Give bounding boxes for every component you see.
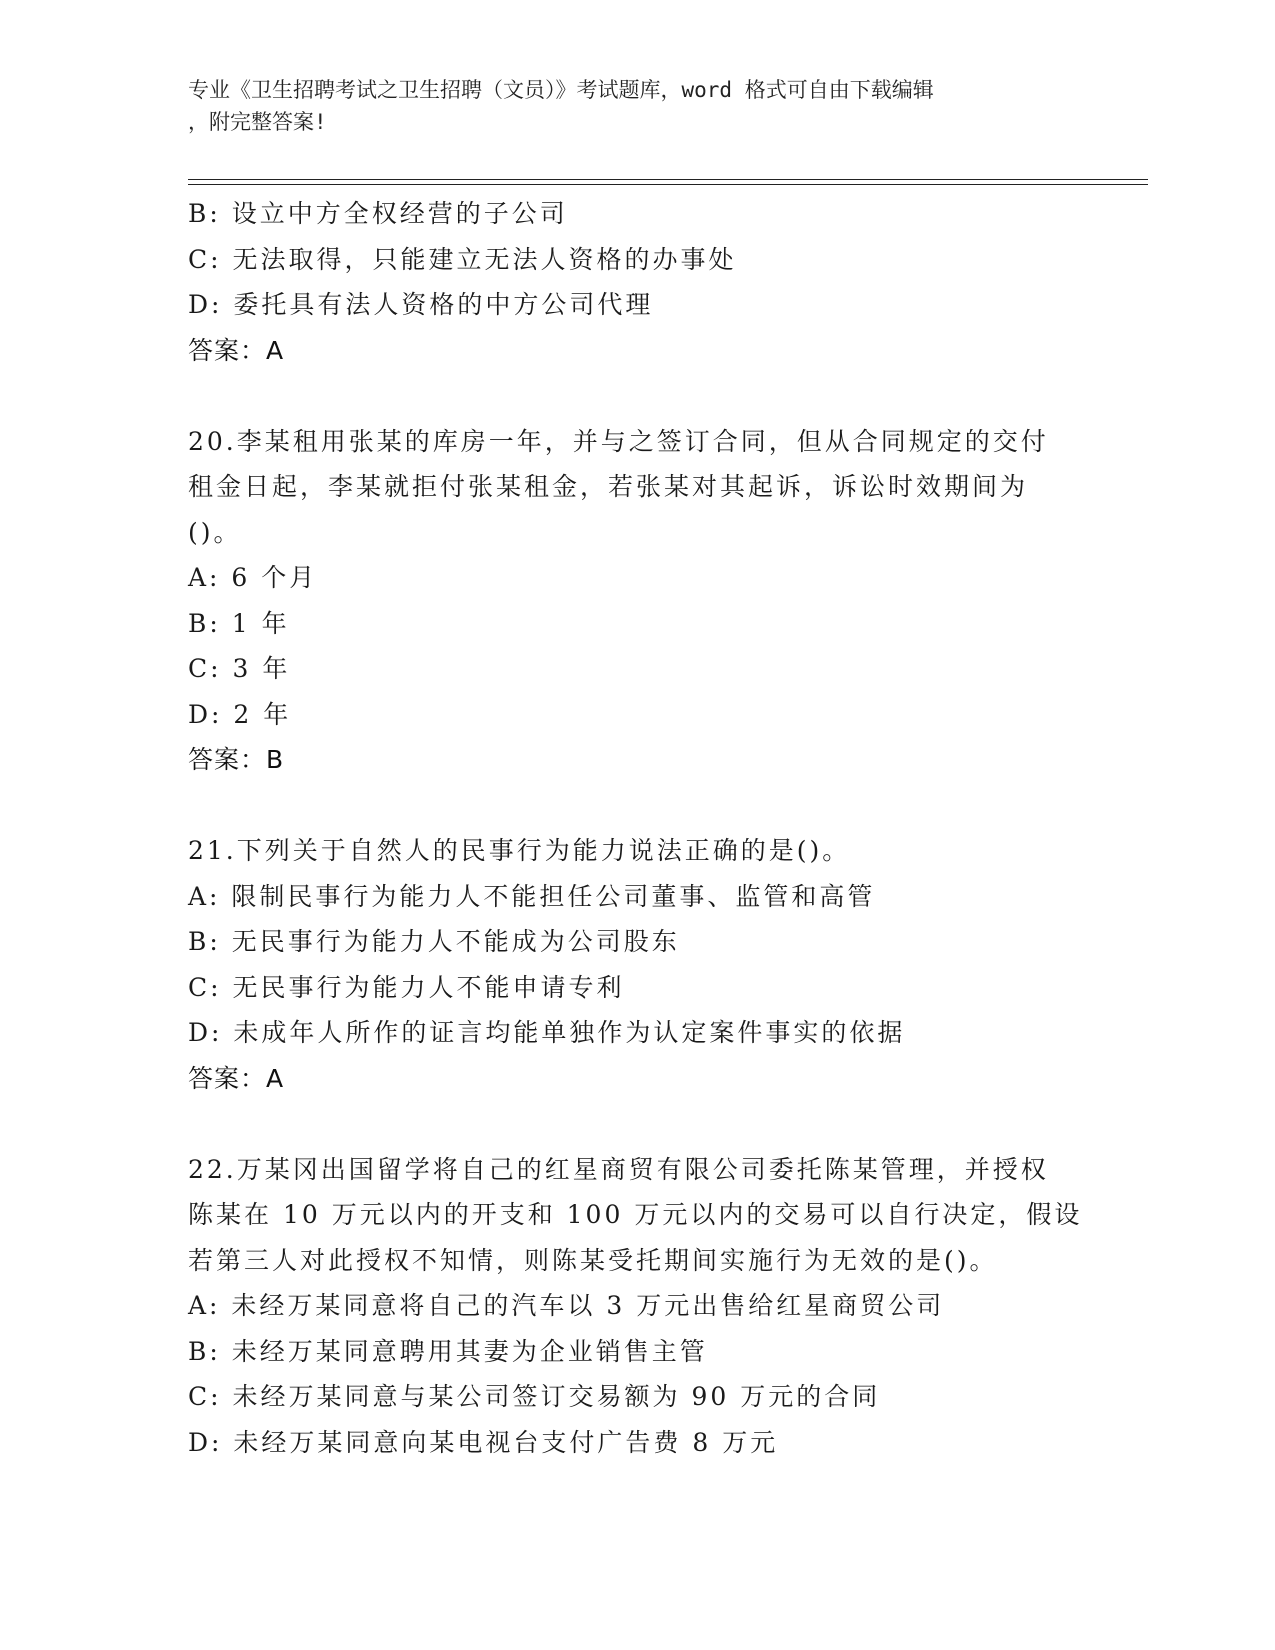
question-stem: 22.万某冈出国留学将自己的红星商贸有限公司委托陈某管理，并授权 <box>188 1154 1049 1184</box>
option-a: A: 限制民事行为能力人不能担任公司董事、监管和高管 <box>188 881 876 911</box>
answer: 答案：B <box>188 745 285 774</box>
option-b: B: 无民事行为能力人不能成为公司股东 <box>188 927 680 956</box>
option-d: D: 未经万某同意向某电视台支付广告费 8 万元 <box>188 1427 779 1457</box>
option-b: B: 设立中方全权经营的子公司 <box>188 199 568 228</box>
spacer <box>188 1101 1088 1147</box>
option-c: C: 3 年 <box>188 654 291 683</box>
option-d: D: 2 年 <box>188 699 292 729</box>
question-stem: 陈某在 10 万元以内的开支和 100 万元以内的交易可以自行决定，假设 <box>188 1200 1083 1229</box>
option-c: C: 无法取得，只能建立无法人资格的办事处 <box>188 244 737 274</box>
spacer <box>188 373 1088 419</box>
question-19 <box>188 191 1088 373</box>
question-22 <box>188 1147 1088 1466</box>
option-c: C: 未经万某同意与某公司签订交易额为 90 万元的合同 <box>188 1382 881 1411</box>
option-b: B: 未经万某同意聘用其妻为企业销售主管 <box>188 1336 708 1366</box>
option-d: D: 委托具有法人资格的中方公司代理 <box>188 290 654 319</box>
answer: 答案：A <box>188 335 285 365</box>
question-21 <box>188 828 1088 1101</box>
option-b: B: 1 年 <box>188 608 290 638</box>
question-stem: 20.李某租用张某的库房一年，并与之签订合同，但从合同规定的交付 <box>188 426 1049 456</box>
header-divider-top <box>188 179 1148 180</box>
spacer <box>188 783 1088 829</box>
header-line-2: ，附完整答案! <box>188 110 327 134</box>
option-d: D: 未成年人所作的证言均能单独作为认定案件事实的依据 <box>188 1018 906 1047</box>
document-body <box>188 191 1088 1465</box>
option-a: A: 未经万某同意将自己的汽车以 3 万元出售给红星商贸公司 <box>188 1291 945 1320</box>
question-stem: 租金日起，李某就拒付张某租金，若张某对其起诉，诉讼时效期间为 <box>188 472 1029 501</box>
header-line-1: 专业《卫生招聘考试之卫生招聘（文员）》考试题库，word 格式可自由下载编辑 <box>188 78 934 102</box>
option-a: A: 6 个月 <box>188 563 318 592</box>
option-c: C: 无民事行为能力人不能申请专利 <box>188 972 625 1002</box>
question-stem: ()。 <box>188 517 242 547</box>
question-20 <box>188 419 1088 783</box>
question-stem: 21.下列关于自然人的民事行为能力说法正确的是()。 <box>188 836 851 865</box>
answer: 答案：A <box>188 1063 285 1093</box>
document-header <box>188 74 1088 138</box>
header-divider-bottom <box>188 184 1148 185</box>
question-stem: 若第三人对此授权不知情，则陈某受托期间实施行为无效的是()。 <box>188 1245 998 1275</box>
